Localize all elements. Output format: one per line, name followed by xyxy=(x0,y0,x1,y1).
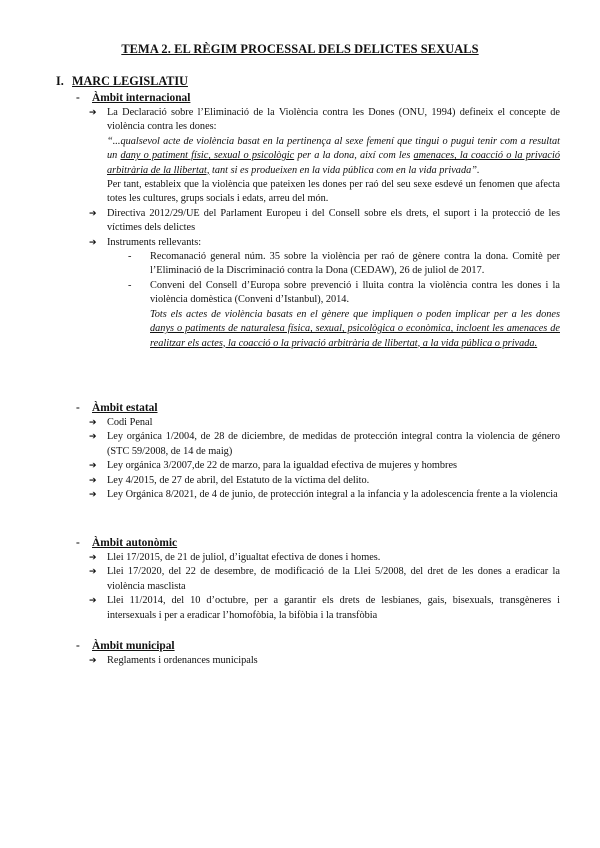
item-text: La Declaració sobre l’Eliminació de la Violència contra les Dones (ONU, 1994) defineix el concepte de violència contra les dones: xyxy=(107,107,560,133)
ambit-heading xyxy=(74,639,560,654)
arrow-bullet-icon: ➔ xyxy=(89,475,97,486)
arrow-bullet-icon: ➔ xyxy=(89,208,97,219)
list-item xyxy=(74,654,560,668)
list-item xyxy=(74,236,560,351)
sub-list-item xyxy=(74,279,560,351)
list-item xyxy=(74,474,560,488)
list-item xyxy=(74,488,560,502)
list-item xyxy=(74,594,560,623)
item-text: Directiva 2012/29/UE del Parlament Europeu i del Consell sobre els drets, el suport i la protecció de les víctimes dels delictes xyxy=(107,207,560,234)
page-title: TEMA 2. EL RÈGIM PROCESSAL DELS DELICTES SEXUALS xyxy=(121,42,479,56)
ambit-items xyxy=(74,106,560,351)
list-item xyxy=(74,106,560,207)
dash-bullet: - xyxy=(76,402,80,414)
ambit-title: Àmbit internacional xyxy=(92,92,191,104)
item-text: Recomanació general núm. 35 sobre la violència per raó de gènere contra la dona. Comitè per l’Eliminació de la Discriminació contra la Dona (CEDAW), 26 de juliol de 2017. xyxy=(150,251,560,277)
ambit-title: Àmbit municipal xyxy=(92,640,175,652)
ambit-heading xyxy=(74,536,560,551)
arrow-bullet-icon: ➔ xyxy=(89,567,97,578)
sub-list-item xyxy=(74,250,560,279)
arrow-bullet-icon: ➔ xyxy=(89,656,97,666)
ambit-heading xyxy=(74,401,560,416)
item-text: Ley 4/2015, de 27 de abril, del Estatuto de la víctima del delito. xyxy=(107,474,370,486)
section-heading xyxy=(56,74,188,88)
section-title: MARC LEGISLATIU xyxy=(72,74,188,88)
list-item xyxy=(74,565,560,594)
dash-bullet: - xyxy=(128,251,132,263)
dash-bullet: - xyxy=(76,640,80,652)
item-text: Llei 17/2020, del 22 de desembre, de modificació de la Llei 5/2008, del dret de les dones a eradicar la violència masclista xyxy=(107,566,560,592)
arrow-bullet-icon: ➔ xyxy=(89,432,97,443)
item-text: Llei 11/2014, del 10 d’octubre, per a garantir els drets de lesbianes, gais, bisexuals, transgèneres i intersexuals i per a eradicar l’homofòbia, la bifòbia i la transfòbia xyxy=(107,595,560,621)
item-text: Ley Orgánica 8/2021, de 4 de junio, de protección integral a la infancia y la adolescencia frente a la violencia xyxy=(107,489,558,501)
ambit-estatal xyxy=(74,401,560,502)
arrow-bullet-icon: ➔ xyxy=(89,490,97,501)
item-text: Conveni del Consell d’Europa sobre prevenció i lluita contra la violència contra les dones i la violència domèstica (Conveni d’Istanbul), 2014. xyxy=(150,279,560,306)
item-text: Ley orgánica 3/2007,de 22 de marzo, para la igualdad efectiva de mujeres y hombres xyxy=(107,460,458,472)
ambit-heading xyxy=(74,91,560,106)
ambit-items xyxy=(74,416,560,502)
item-text: Ley orgánica 1/2004, de 28 de diciembre, de medidas de protección integral contra la violencia de género (STC 59/2008, de 14 de maig) xyxy=(107,431,560,457)
ambit-title: Àmbit estatal xyxy=(92,402,158,414)
list-item xyxy=(74,459,560,473)
list-item xyxy=(74,551,560,565)
item-text: Per tant, estableix que la violència que pateixen les dones per raó del seu sexe esdevé un fenomen que afecta totes les cultures, grups socials i edats, arreu del món. xyxy=(107,179,560,205)
arrow-bullet-icon: ➔ xyxy=(89,108,97,118)
conveni-quote: Tots els actes de violència basats en el gènere que impliquen o poden implicar per a les dones danys o patiments de naturalesa física, sexual, psicològica o econòmica, incloent les amenaces de realitzar els actes, la coacció o la privació arbitrària de llibertat, a la vida pública o privada. xyxy=(150,308,560,349)
dash-bullet: - xyxy=(76,92,80,104)
ambit-title: Àmbit autonòmic xyxy=(92,537,178,549)
item-text: Codi Penal xyxy=(107,417,153,428)
dash-bullet: - xyxy=(76,537,80,549)
definition-quote: “...qualsevol acte de violència basat en la pertinença al sexe femení que tingui o pugui tenir com a resultat un dany o patiment físic, sexual o psicològic per a la dona, així com les amenaces, la coacció o la privació arbitrària de la llibertat, tant si es produeixen en la vida pública com en la vida privada”. xyxy=(107,135,561,176)
item-text: Reglaments i ordenances municipals xyxy=(107,655,258,666)
sub-list xyxy=(74,250,560,351)
list-item xyxy=(74,207,560,236)
arrow-bullet-icon: ➔ xyxy=(89,237,97,248)
ambit-items xyxy=(74,654,560,668)
section-number: I. xyxy=(56,74,64,88)
item-text: Llei 17/2015, de 21 de juliol, d’igualtat efectiva de dones i homes. xyxy=(107,552,381,563)
arrow-bullet-icon: ➔ xyxy=(89,461,97,472)
item-text: Instruments rellevants: xyxy=(107,236,202,248)
ambit-autonomic xyxy=(74,536,560,623)
list-item xyxy=(74,430,560,459)
dash-bullet: - xyxy=(128,279,132,291)
ambit-items xyxy=(74,551,560,623)
ambit-internacional xyxy=(74,91,560,351)
list-item xyxy=(74,416,560,430)
arrow-bullet-icon: ➔ xyxy=(89,418,97,428)
arrow-bullet-icon: ➔ xyxy=(89,596,97,607)
arrow-bullet-icon: ➔ xyxy=(89,553,97,563)
ambit-municipal xyxy=(74,639,560,668)
